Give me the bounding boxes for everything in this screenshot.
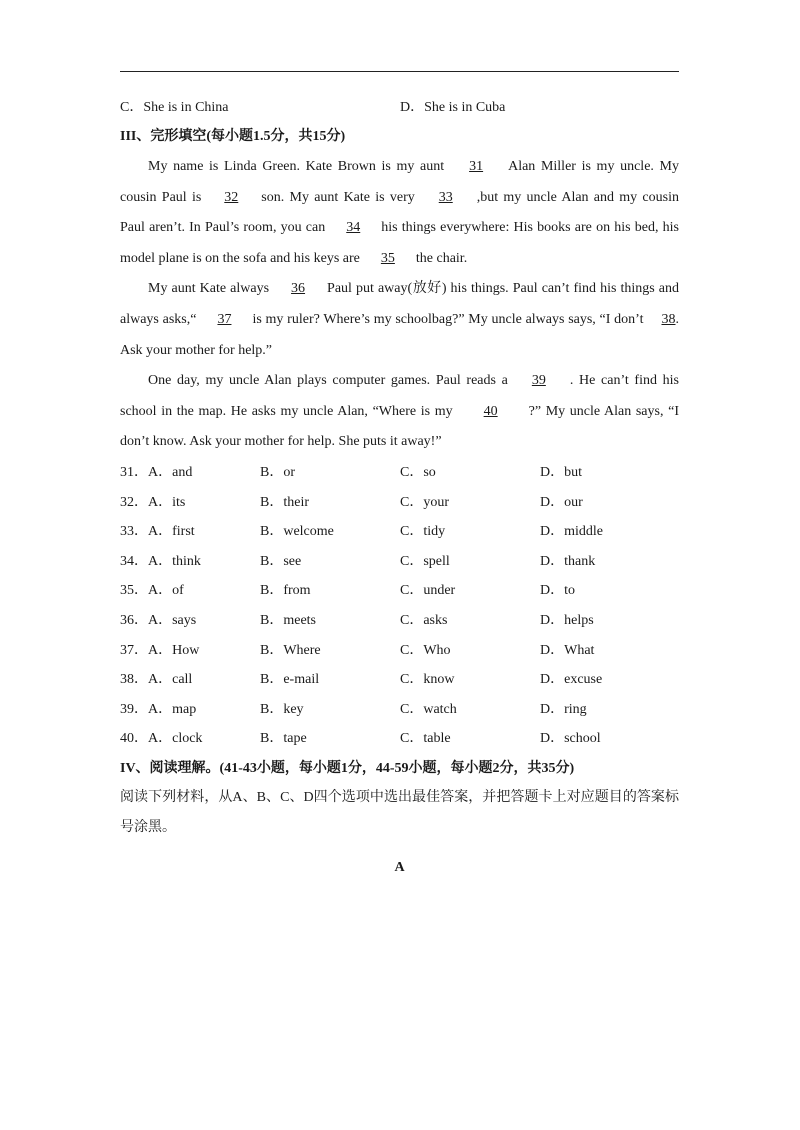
choice-a: 37．A．How (120, 642, 200, 658)
blank-39: 39 (531, 373, 546, 389)
choice-a: 33．A．first (120, 524, 195, 540)
choice-c: C．know (400, 672, 455, 688)
header-rule (120, 71, 679, 72)
choice-b: B．e-mail (260, 672, 320, 688)
choice-c: C．asks (400, 612, 448, 628)
blank-38: 38 (661, 311, 676, 327)
question-40 (120, 724, 679, 754)
choice-a: 32．A．its (120, 494, 186, 510)
question-35 (120, 576, 679, 606)
choice-c: C．Who (400, 642, 451, 658)
cloze-questions (120, 458, 679, 754)
question-34 (120, 547, 679, 577)
blank-35: 35 (380, 250, 395, 266)
blank-31: 31 (469, 159, 484, 174)
choice-c: C．so (400, 464, 436, 480)
question-31 (120, 458, 679, 488)
choice-c: C．your (400, 494, 449, 510)
choice-a: 36．A．says (120, 612, 197, 628)
choice-c: C．table (400, 731, 451, 747)
choice-c: C．watch (400, 701, 457, 717)
choice-d: D．thank (540, 553, 596, 569)
blank-36: 36 (291, 281, 306, 297)
choice-b: B．Where (260, 642, 321, 658)
choice-b: B．tape (260, 731, 307, 747)
choice-c: C．under (400, 583, 456, 599)
choice-a: 31．A．and (120, 464, 193, 480)
option-d: D．She is in Cuba (400, 100, 506, 115)
question-38 (120, 665, 679, 695)
question-37 (120, 636, 679, 666)
choice-d: D．middle (540, 524, 603, 540)
choice-d: D．to (540, 583, 575, 599)
choice-a: 34．A．think (120, 553, 201, 569)
choice-b: B．their (260, 494, 309, 510)
question-39 (120, 695, 679, 725)
section-4-instruction: 阅读下列材料，从A、B、C、D四个选项中选出最佳答案，并把答题卡上对应题目的答案标号涂黑。 (120, 789, 679, 835)
choice-b: B．see (260, 553, 302, 569)
choice-a: 38．A．call (120, 672, 193, 688)
choice-d: D．our (540, 494, 583, 510)
question-36 (120, 606, 679, 636)
blank-40: 40 (483, 403, 498, 419)
passage-paragraph-2: My aunt Kate always 36 Paul put away(放好) his things. Paul can’t find his things and always asks,“ 37 is my ruler? Where’s my schoolbag?” My uncle always says, “I don’t 38. Ask your mother for help.” (120, 274, 679, 366)
choice-d: D．but (540, 464, 582, 480)
question-33 (120, 517, 679, 547)
choice-d: D．school (540, 731, 601, 747)
passage-paragraph-3: One day, my uncle Alan plays computer games. Paul reads a 39 . He can’t find his school in the map. He asks my uncle Alan, “Where is my 40 ?” My uncle Alan says, “I don’t know. Ask your mother for help. She puts it away!” (120, 366, 679, 458)
choice-d: D．excuse (540, 672, 603, 688)
choice-a: 39．A．map (120, 701, 197, 717)
choice-c: C．tidy (400, 524, 446, 540)
reading-part-label: A (394, 859, 405, 875)
choice-b: B．from (260, 583, 311, 599)
blank-37: 37 (217, 311, 232, 327)
choice-a: 40．A．clock (120, 731, 203, 747)
choice-c: C．spell (400, 553, 450, 569)
section-4-title: IV、阅读理解。(41-43小题，每小题1分，44-59小题，每小题2分，共35分) (120, 760, 575, 776)
cloze-passage (120, 152, 679, 458)
option-c: C．She is in China (120, 100, 229, 115)
choice-d: D．helps (540, 612, 594, 628)
question-32 (120, 488, 679, 518)
choice-b: B．welcome (260, 524, 334, 540)
blank-34: 34 (346, 220, 361, 236)
choice-b: B．key (260, 701, 304, 717)
choice-a: 35．A．of (120, 583, 184, 599)
blank-33: 33 (438, 189, 453, 205)
choice-d: D．ring (540, 701, 587, 717)
choice-b: B．meets (260, 612, 316, 628)
passage-paragraph-1: My name is Linda Green. Kate Brown is my aunt 31 Alan Miller is my uncle. My cousin Paul is 32 son. My aunt Kate is very 33 ,but my uncle Alan and my cousin Paul aren’t. In Paul’s room, you can 34 his things everywhere: His books are on his bed, his model plane is on the sofa and his keys are 35 the chair. (120, 152, 679, 274)
choice-d: D．What (540, 642, 595, 658)
section-3-title: III、完形填空(每小题1.5分，共15分) (120, 129, 346, 144)
exam-page (120, 96, 679, 883)
previous-question-options (120, 96, 679, 120)
choice-b: B．or (260, 464, 295, 480)
blank-32: 32 (224, 189, 239, 205)
